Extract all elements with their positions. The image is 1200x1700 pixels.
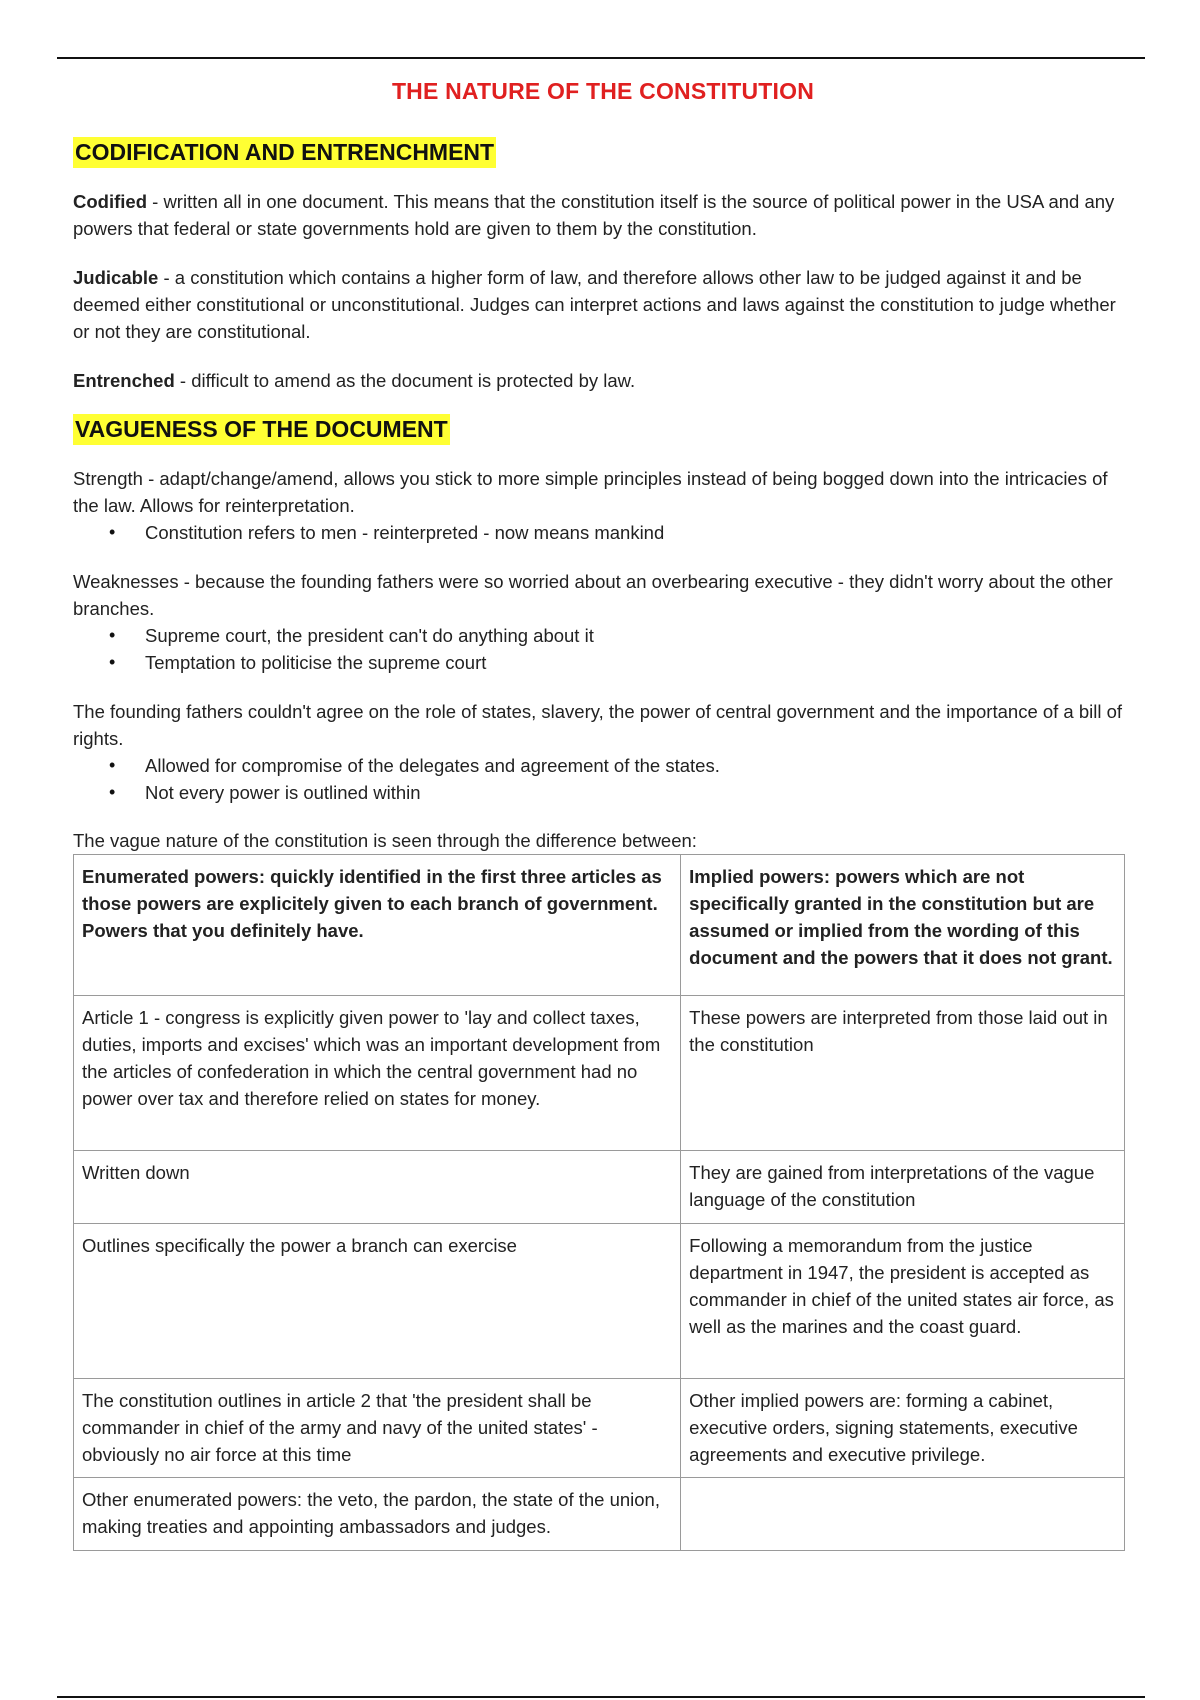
table-cell-enumerated: Outlines specifically the power a branch can exercise xyxy=(74,1224,681,1379)
table-header-row xyxy=(74,855,1125,996)
list-item: • Temptation to politicise the supreme court xyxy=(145,649,1133,676)
list-item: • Supreme court, the president can't do anything about it xyxy=(145,622,1133,649)
document-body xyxy=(73,78,1133,1551)
table-row xyxy=(74,1151,1125,1224)
table-cell-implied: They are gained from interpretations of the vague language of the constitution xyxy=(681,1151,1125,1224)
table-cell-implied xyxy=(681,1478,1125,1551)
top-rule xyxy=(57,57,1145,59)
list-item: • Not every power is outlined within xyxy=(145,779,1133,806)
term-definition: - a constitution which contains a higher form of law, and therefore allows other law to be judged against it and be deemed either constitutional or unconstitutional. Judges can interpret actions and laws against the constitution to judge whether or not they are constitutional. xyxy=(73,267,1116,342)
table-cell-implied: Other implied powers are: forming a cabinet, executive orders, signing statements, executive agreements and executive privilege. xyxy=(681,1379,1125,1478)
table-row xyxy=(74,1379,1125,1478)
section-heading-vagueness: VAGUENESS OF THE DOCUMENT xyxy=(73,414,450,445)
strength-paragraph: Strength - adapt/change/amend, allows you stick to more simple principles instead of being bogged down into the intricacies of the law. Allows for reinterpretation. xyxy=(73,468,1108,516)
definition-entrenched xyxy=(73,367,1133,394)
powers-comparison-table xyxy=(73,854,1125,1551)
table-cell-implied: These powers are interpreted from those laid out in the constitution xyxy=(681,996,1125,1151)
table-cell-enumerated: The constitution outlines in article 2 that 'the president shall be commander in chief of the army and navy of the united states' - obviously no air force at this time xyxy=(74,1379,681,1478)
definition-codified xyxy=(73,188,1133,242)
table-cell-enumerated: Other enumerated powers: the veto, the pardon, the state of the union, making treaties and appointing ambassadors and judges. xyxy=(74,1478,681,1551)
table-cell-enumerated: Article 1 - congress is explicitly given power to 'lay and collect taxes, duties, imports and excises' which was an important development from the articles of confederation in which the central government had no power over tax and therefore relied on states for money. xyxy=(74,996,681,1151)
definition-judicable xyxy=(73,264,1133,345)
table-row xyxy=(74,1224,1125,1379)
term-label: Judicable xyxy=(73,267,159,288)
term-label: Entrenched xyxy=(73,370,175,391)
table-row xyxy=(74,1478,1125,1551)
table-intro: The vague nature of the constitution is seen through the difference between: xyxy=(73,830,697,851)
weaknesses-paragraph: Weaknesses - because the founding fathers were so worried about an overbearing executive - they didn't worry about the other branches. xyxy=(73,571,1113,619)
list-item: • Constitution refers to men - reinterpreted - now means mankind xyxy=(145,519,1133,546)
page-title: THE NATURE OF THE CONSTITUTION xyxy=(391,78,815,104)
header-enumerated-powers: Enumerated powers: quickly identified in the first three articles as those powers are explicitely given to each branch of government. Powers that you definitely have. xyxy=(74,855,681,996)
bottom-rule xyxy=(57,1696,1145,1698)
founding-fathers-paragraph: The founding fathers couldn't agree on the role of states, slavery, the power of central government and the importance of a bill of rights. xyxy=(73,701,1123,749)
term-definition: - written all in one document. This means that the constitution itself is the source of political power in the USA and any powers that federal or state governments hold are given to them by the constitution. xyxy=(73,191,1115,239)
term-label: Codified xyxy=(73,191,147,212)
weaknesses-bullets xyxy=(73,622,1133,676)
list-item: • Allowed for compromise of the delegates and agreement of the states. xyxy=(145,752,1133,779)
strength-bullets xyxy=(73,519,1133,546)
table-cell-enumerated: Written down xyxy=(74,1151,681,1224)
table-row xyxy=(74,996,1125,1151)
header-implied-powers: Implied powers: powers which are not specifically granted in the constitution but are assumed or implied from the wording of this document and the powers that it does not grant. xyxy=(681,855,1125,996)
term-definition: - difficult to amend as the document is protected by law. xyxy=(174,370,636,391)
table-cell-implied: Following a memorandum from the justice department in 1947, the president is accepted as commander in chief of the united states air force, as well as the marines and the coast guard. xyxy=(681,1224,1125,1379)
section-heading-codification: CODIFICATION AND ENTRENCHMENT xyxy=(73,137,496,168)
founding-fathers-bullets xyxy=(73,752,1133,806)
